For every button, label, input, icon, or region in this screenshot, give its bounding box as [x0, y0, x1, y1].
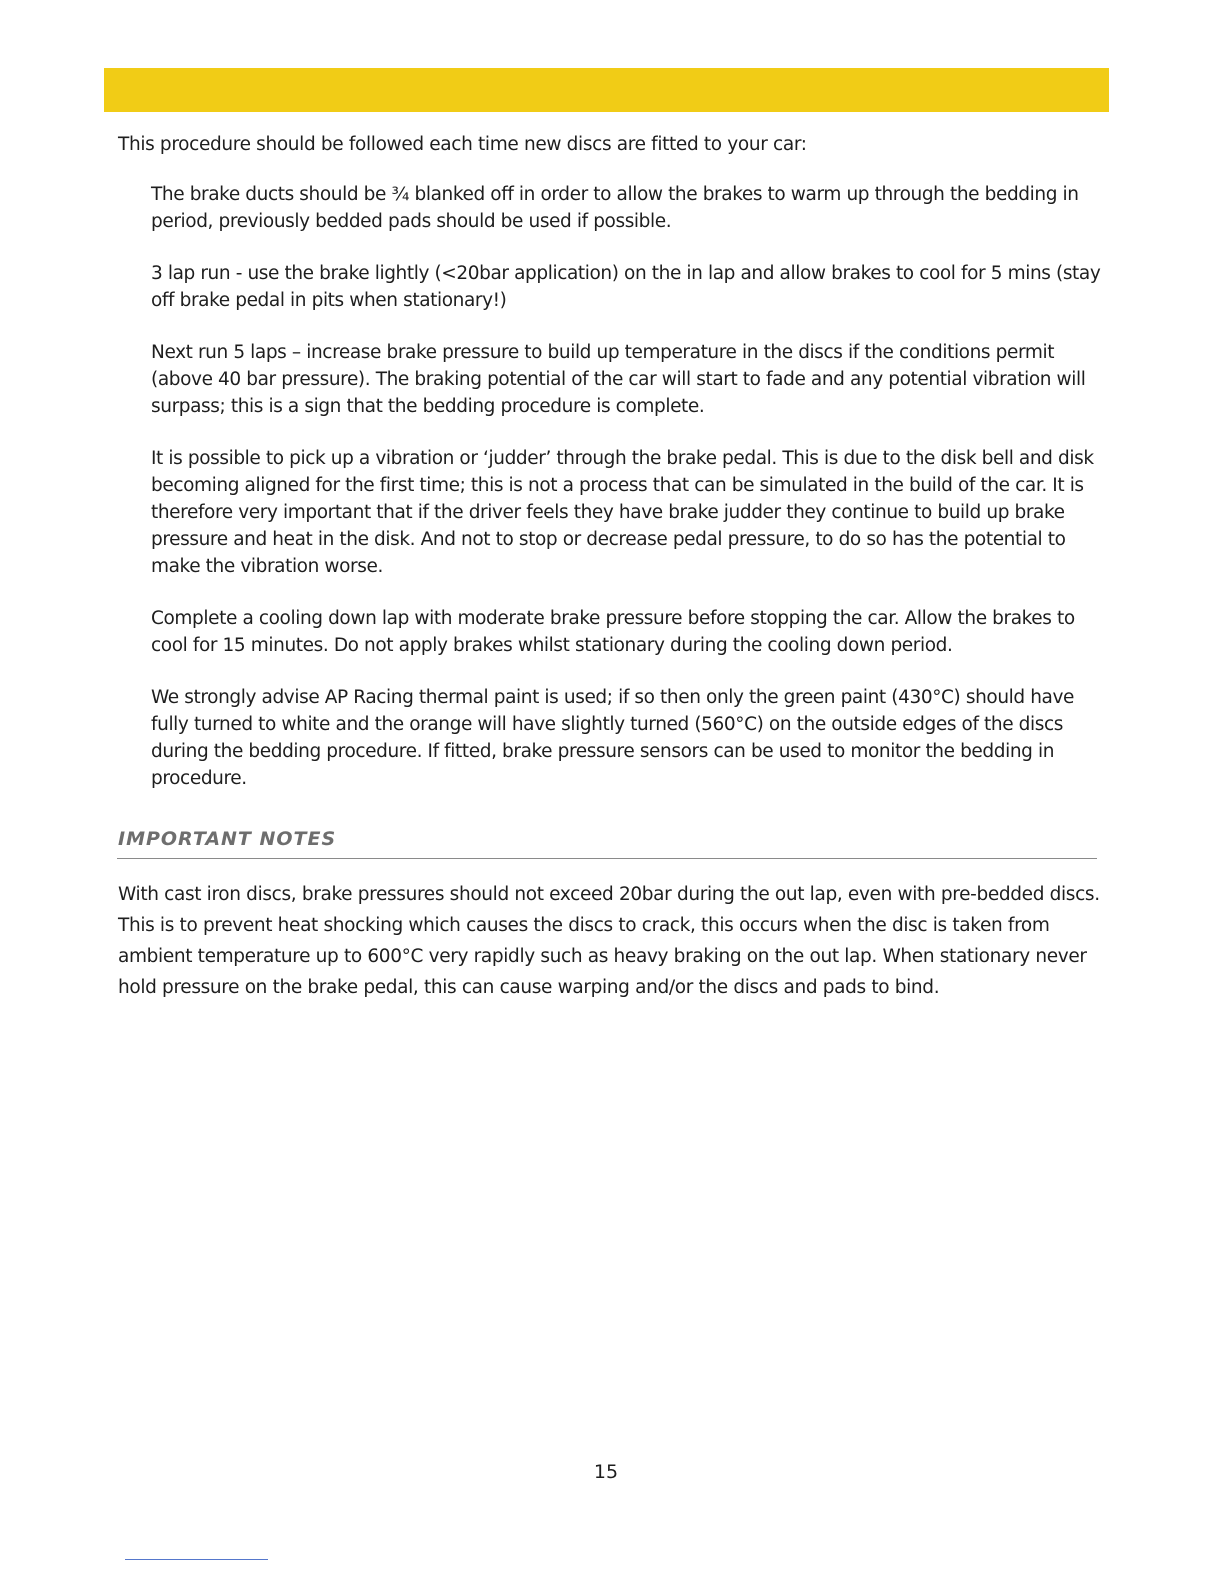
important-notes-body: With cast iron discs, brake pressures should not exceed 20bar during the out lap, even with pre-bedded discs. This is to prevent heat shocking which causes the discs to crack, this occurs when the disc is taken from ambient temperature up to 600°C very rapidly such as heavy braking on the out lap. When stationary never hold pressure on the brake pedal, this can cause warping and/or the discs and pads to bind. — [118, 884, 1100, 998]
step-brake-ducts: The brake ducts should be ¾ blanked off in order to allow the brakes to warm up through the bedding in period, previously bedded pads should be used if possible. — [151, 184, 1079, 232]
step-cooling-lap: Complete a cooling down lap with moderate brake pressure before stopping the car. Allow the brakes to cool for 15 minutes. Do not apply brakes whilst stationary during the cooling down period. — [151, 608, 1075, 656]
intro-paragraph: This procedure should be followed each time new discs are fitted to your car: — [118, 134, 807, 155]
bedding-steps-list — [151, 181, 1101, 817]
heading-divider — [117, 858, 1097, 859]
step-judder-note: It is possible to pick up a vibration or ‘judder’ through the brake pedal. This is due to the disk bell and disk becoming aligned for the first time; this is not a process that can be simulated in the build of the car. It is therefore very important that if the driver feels they have brake judder they continue to build up brake pressure and heat in the disk. And not to stop or decrease pedal pressure, to do so has the potential to make the vibration worse. — [151, 448, 1094, 577]
important-notes-heading: IMPORTANT NOTES — [118, 828, 337, 850]
step-five-lap-run: Next run 5 laps – increase brake pressure to build up temperature in the discs if the conditions permit (above 40 bar pressure). The braking potential of the car will start to fade and any potential vibration will surpass; this is a sign that the bedding procedure is complete. — [151, 342, 1086, 417]
step-three-lap-run: 3 lap run - use the brake lightly (<20bar application) on the in lap and allow brakes to cool for 5 mins (stay off brake pedal in pits when stationary!) — [151, 263, 1101, 311]
step-thermal-paint: We strongly advise AP Racing thermal paint is used; if so then only the green paint (430°C) should have fully turned to white and the orange will have slightly turned (560°C) on the outside edges of the discs during the bedding procedure. If fitted, brake pressure sensors can be used to monitor the bedding in procedure. — [151, 687, 1075, 789]
page-number: 15 — [593, 1461, 619, 1483]
header-banner — [104, 68, 1109, 112]
footer-rule — [125, 1559, 268, 1560]
